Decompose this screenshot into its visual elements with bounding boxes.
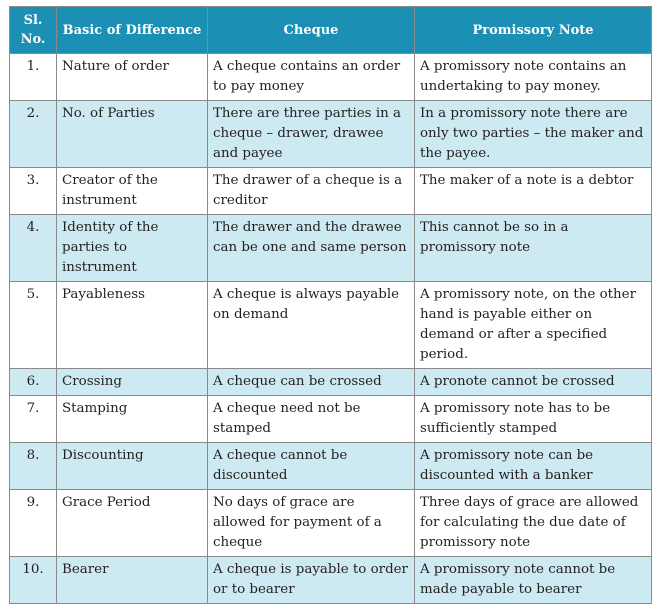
cell-basis: Creator of the instrument (57, 168, 208, 215)
header-sl-no-line1: Sl. (23, 13, 43, 28)
cell-cheque: No days of grace are allowed for payment of a cheque (208, 490, 415, 557)
cell-promissory-note: A promissory note, on the other hand is payable either on demand or after a specified period. (415, 282, 652, 369)
cell-promissory-note: In a promissory note there are only two parties – the maker and the payee. (415, 101, 652, 168)
cell-promissory-note: Three days of grace are allowed for calculating the due date of promissory note (415, 490, 652, 557)
cell-cheque: A cheque need not be stamped (208, 396, 415, 443)
header-cheque: Cheque (208, 7, 415, 54)
table-row (10, 396, 652, 443)
cell-basis: Grace Period (57, 490, 208, 557)
cell-sl-no: 10. (10, 557, 57, 604)
cell-basis: Crossing (57, 369, 208, 396)
cell-basis: Bearer (57, 557, 208, 604)
cheque-vs-promissory-note-table (9, 6, 652, 604)
table-header-row (10, 7, 652, 54)
cell-cheque: A cheque is payable to order or to bearer (208, 557, 415, 604)
table-row (10, 215, 652, 282)
cell-sl-no: 6. (10, 369, 57, 396)
table-row (10, 490, 652, 557)
cell-sl-no: 9. (10, 490, 57, 557)
comparison-table-container (9, 6, 652, 604)
cell-cheque: A cheque cannot be discounted (208, 443, 415, 490)
header-promissory-note: Promissory Note (415, 7, 652, 54)
cell-promissory-note: A promissory note contains an undertaking to pay money. (415, 54, 652, 101)
cell-sl-no: 1. (10, 54, 57, 101)
cell-cheque: There are three parties in a cheque – drawer, drawee and payee (208, 101, 415, 168)
table-row (10, 54, 652, 101)
table-row (10, 443, 652, 490)
table-row (10, 557, 652, 604)
cell-promissory-note: The maker of a note is a debtor (415, 168, 652, 215)
cell-cheque: A cheque is always payable on demand (208, 282, 415, 369)
table-row (10, 282, 652, 369)
cell-cheque: A cheque contains an order to pay money (208, 54, 415, 101)
cell-promissory-note: A promissory note has to be sufficiently stamped (415, 396, 652, 443)
cell-promissory-note: A promissory note cannot be made payable to bearer (415, 557, 652, 604)
cell-basis: Payableness (57, 282, 208, 369)
cell-cheque: The drawer and the drawee can be one and same person (208, 215, 415, 282)
table-row (10, 101, 652, 168)
cell-basis: Identity of the parties to instrument (57, 215, 208, 282)
header-sl-no (10, 7, 57, 54)
cell-basis: Stamping (57, 396, 208, 443)
cell-sl-no: 2. (10, 101, 57, 168)
cell-cheque: The drawer of a cheque is a creditor (208, 168, 415, 215)
cell-basis: Nature of order (57, 54, 208, 101)
cell-cheque: A cheque can be crossed (208, 369, 415, 396)
table-row (10, 168, 652, 215)
header-basis: Basic of Difference (57, 7, 208, 54)
cell-sl-no: 7. (10, 396, 57, 443)
cell-basis: No. of Parties (57, 101, 208, 168)
cell-sl-no: 8. (10, 443, 57, 490)
cell-promissory-note: A pronote cannot be crossed (415, 369, 652, 396)
table-row (10, 369, 652, 396)
cell-sl-no: 5. (10, 282, 57, 369)
cell-promissory-note: This cannot be so in a promissory note (415, 215, 652, 282)
cell-promissory-note: A promissory note can be discounted with a banker (415, 443, 652, 490)
cell-sl-no: 3. (10, 168, 57, 215)
cell-basis: Discounting (57, 443, 208, 490)
cell-sl-no: 4. (10, 215, 57, 282)
header-sl-no-line2: No. (20, 32, 46, 47)
